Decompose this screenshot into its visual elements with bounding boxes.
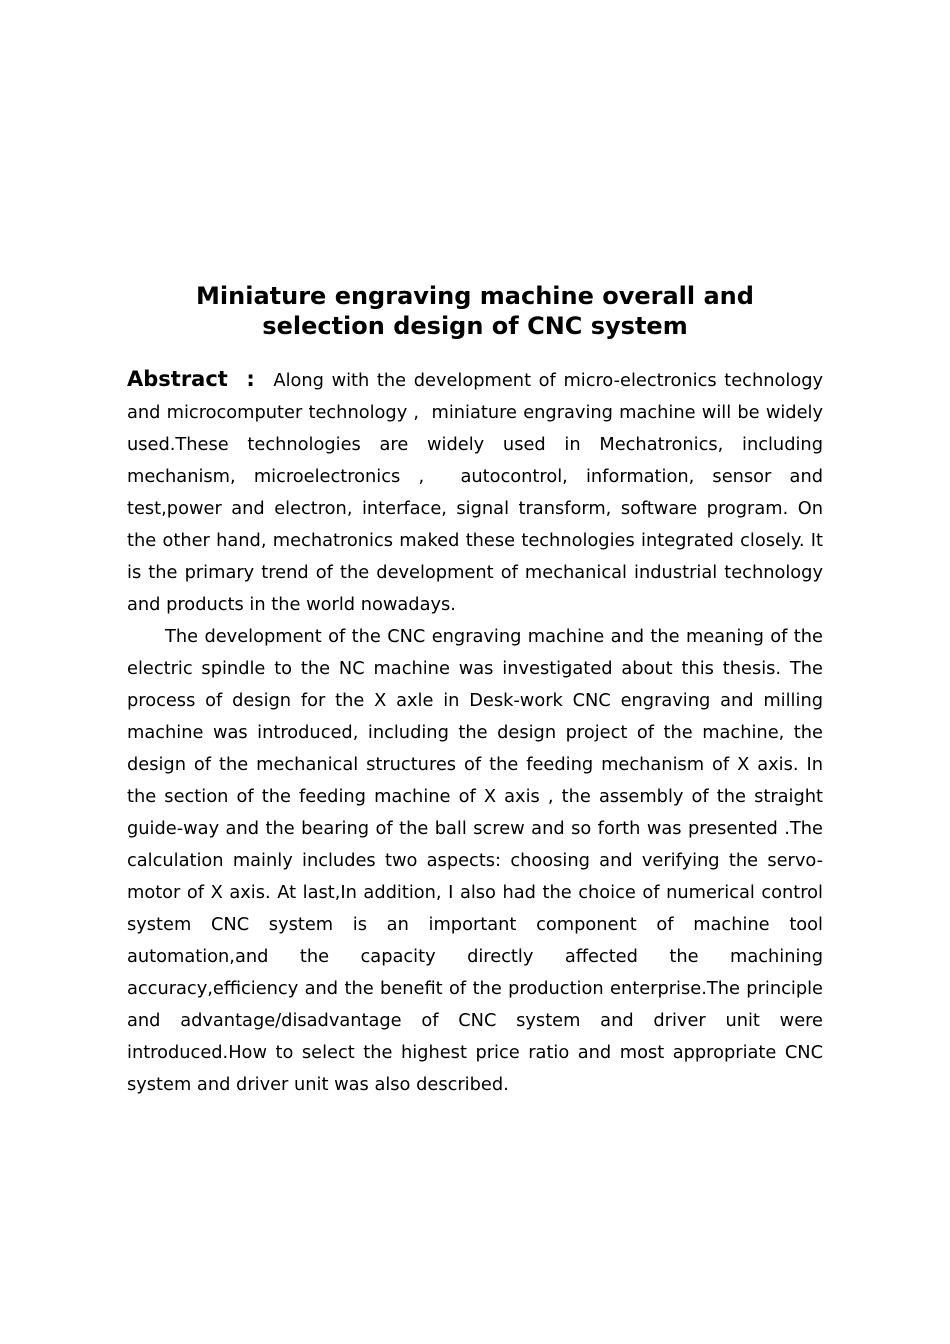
abstract-paragraph-2: The development of the CNC engraving machine and the meaning of the electric spindle to the NC machine was investigated about this thesis. The process of design for the X axle in Desk-work CNC engraving and milling machine was introduced, including the design project of the machine, the design of the mechanical structures of the feeding mechanism of X axis. In the section of the feeding machine of X axis , the assembly of the straight guide-way and the bearing of the ball screw and so forth was presented .The calculation mainly includes two aspects: choosing and verifying the servo-motor of X axis. At last,In addition, I also had the choice of numerical control system CNC system is an important component of machine tool automation,and the capacity directly affected the machining accuracy,efficiency and the benefit of the production enterprise.The principle and advantage/disadvantage of CNC system and driver unit were introduced.How to select the highest price ratio and most appropriate CNC system and driver unit was also described.: [127, 626, 823, 1095]
abstract-paragraph-1: [127, 363, 823, 621]
title-line-1: Miniature engraving machine overall and: [196, 282, 754, 310]
title-line-2: selection design of CNC system: [262, 312, 688, 340]
abstract-paragraph-1-text: Along with the development of micro-electronics technology and microcomputer technology , miniature engraving machine will be widely used.These technologies are widely used in Mechatronics, including mechanism, microelectronics , autocontrol, information, sensor and test,power and electron, interface, signal transform, software program. On the other hand, mechatronics maked these technologies integrated closely. It is the primary trend of the development of mechanical industrial technology and products in the world nowadays.: [127, 370, 824, 615]
abstract-body: [127, 363, 823, 1101]
document-title: [127, 281, 823, 341]
abstract-label: Abstract :: [127, 367, 274, 391]
